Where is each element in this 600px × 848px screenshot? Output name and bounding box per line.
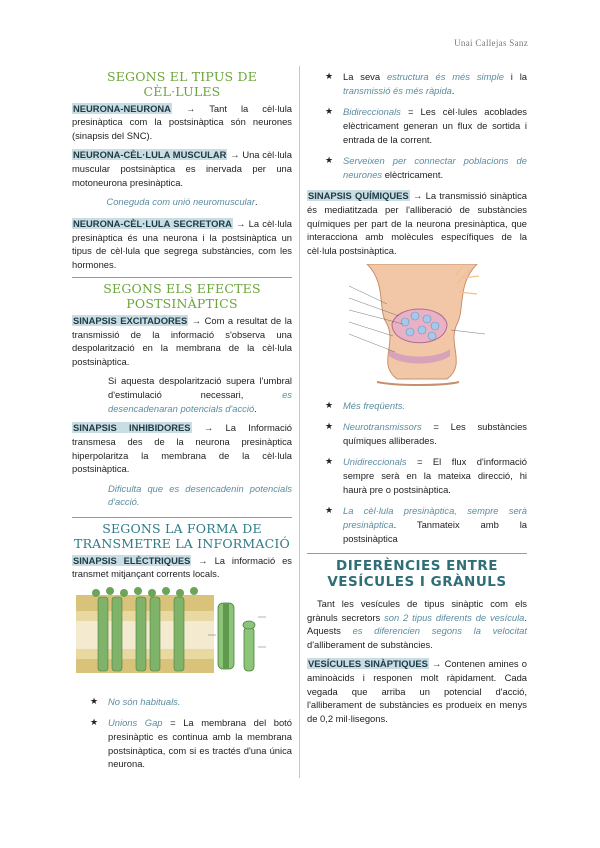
electrical-synapse-list	[72, 695, 292, 771]
indent-italic: es desencadenaran potencials d'acció	[108, 389, 292, 414]
note-end: .	[254, 196, 258, 208]
gap-junction-illustration	[76, 587, 272, 687]
term-label: NEURONA-CÈL·LULA SECRETORA	[73, 217, 232, 229]
text: .	[451, 84, 455, 96]
list-item	[307, 154, 527, 181]
column-divider	[299, 66, 300, 778]
list-item	[72, 695, 292, 709]
text-italic: transmissió és més ràpida	[343, 84, 452, 96]
star-icon: ★	[325, 399, 334, 410]
paragraph-neuron-secretory	[72, 217, 292, 272]
section-rule	[72, 517, 292, 518]
paragraph-neuron-muscle	[72, 148, 292, 189]
star-icon: ★	[325, 421, 334, 432]
paragraph-vesicles-intro	[307, 597, 527, 652]
list-item	[307, 399, 527, 413]
text: i la	[503, 71, 527, 82]
star-icon: ★	[325, 155, 334, 166]
section-title-vesicles-granules: DIFERÈNCIES ENTRE VESÍCULES I GRÀNULS	[327, 558, 507, 591]
indent-text: Si aquesta despolarització supera l'umbral d'estimulació necessari,	[108, 375, 292, 400]
term-text: → Contenen amines o aminoàcids i responen molt ràpidament. Cada vegada que arriba un potencial d'acció, l'alliberament de substàncies es produeix en menys de 0,2 mil·lisegons.	[307, 658, 527, 724]
text: = Les substàncies químiques alliberades.	[343, 421, 527, 446]
list-item-text: = La membrana del botó presinàptic es continua amb la membrana postsinàptica, com si es tractés d'una única neurona.	[108, 717, 292, 770]
text: d'alliberament de substàncies.	[307, 638, 433, 650]
paragraph-excitatory	[72, 314, 292, 369]
term-text: → La informació es transmet mitjançant corrents locals.	[72, 554, 292, 580]
paragraph-electrical	[72, 554, 292, 581]
term-label: VESÍCULES SINÀPTIQUES	[308, 658, 428, 670]
indent-end: .	[254, 402, 257, 414]
text: . Tanmateix amb la postsinàptica	[343, 518, 527, 544]
term-label: SINAPSIS ELÈCTRIQUES	[73, 554, 191, 566]
note-inhibitory: Dificulta que es desencadenin potencials d'acció.	[108, 482, 292, 508]
text-italic: Neurotransmissors	[343, 421, 422, 433]
term-label: SINAPSIS EXCITADORES	[73, 314, 188, 326]
chemical-synapse-illustration	[347, 264, 487, 389]
term-label: SINAPSIS QUÍMIQUES	[308, 190, 409, 202]
left-column	[72, 70, 292, 779]
paragraph-synaptic-vesicles	[307, 657, 527, 725]
term-label: NEURONA-NEURONA	[73, 102, 171, 114]
list-item	[307, 420, 527, 447]
list-item	[307, 105, 527, 146]
section-title-cell-types: SEGONS EL TIPUS DE CÈL·LULES	[106, 69, 258, 99]
text: elèctricament.	[382, 168, 444, 180]
author-name: Unai Callejas Sanz	[454, 38, 528, 48]
electrical-features-list	[307, 70, 527, 181]
chemical-synapse-list	[307, 399, 527, 546]
term-text: → La cèl·lula presinàptica és una neurona i la postsinàptica un tipus de cèl·lula que segrega substàncies, com les hormones.	[72, 217, 292, 270]
star-icon: ★	[325, 456, 334, 467]
list-item	[72, 716, 292, 771]
paragraph-neuron-neuron	[72, 102, 292, 143]
star-icon: ★	[325, 71, 334, 81]
text-italic: Serveixen per connectar poblacions de neurones	[343, 155, 527, 180]
text-italic: Bidireccionals	[343, 106, 401, 118]
star-icon: ★	[90, 717, 99, 728]
text-italic: son 2 tipus diferents de vesícula	[384, 611, 525, 623]
list-item-text: No són habituals.	[108, 695, 181, 707]
list-item	[307, 504, 527, 545]
term-text: → Tant la cèl·lula presinàptica com la postsinàptica són neurones (sinapsis del SNC).	[72, 102, 292, 141]
section-rule	[72, 277, 292, 278]
paragraph-chemical	[307, 189, 527, 257]
text-italic: es diferencien segons la velocitat	[352, 625, 527, 637]
term-label: SINAPSIS INHIBIDORES	[73, 422, 191, 434]
paragraph-inhibitory	[72, 421, 292, 476]
term-text: → La transmissió sinàptica és mediatitzada per l'alliberació de substàncies químiques per part de la neurona presinàptica, que interacciona amb molècules específiques de la cèl·lula postsinàptica.	[307, 190, 527, 256]
text: = Les cèl·lules acoblades elèctricament generan un flux de sortida i entrada de la corrent.	[343, 106, 527, 145]
right-column	[307, 70, 527, 732]
text: . Aquests	[307, 611, 528, 637]
text: Tant les vesícules de tipus sinàptic com els grànuls secretors	[307, 597, 527, 623]
term-text: → La Informació transmesa des de la neurona presinàptica hiperpolaritza la membrana de la cèl·lula postsinàptica.	[72, 422, 292, 475]
term-text: → Com a resultat de la transmissió de la informació s'observa una despolarització en la membrana de la cèl·lula postsinàptica.	[72, 314, 292, 367]
list-item-term: Unions Gap	[108, 717, 163, 729]
text: La seva	[343, 71, 387, 82]
note-neuromuscular	[72, 195, 292, 209]
star-icon: ★	[325, 505, 334, 516]
star-icon: ★	[325, 106, 334, 117]
section-title-postsynaptic-effects: SEGONS ELS EFECTES POSTSINÀPTICS	[103, 281, 261, 312]
text: = El flux d'informació sempre serà en la mateixa direcció, hi haurà pre o postsinàptica.	[343, 456, 527, 495]
section-title-transmission: SEGONS LA FORMA DE TRANSMETRE LA INFORMACIÓ	[74, 521, 290, 551]
text-italic: La cèl·lula presinàptica, sempre serà presinàptica	[343, 505, 527, 530]
term-label: NEURONA-CÈL·LULA MUSCULAR	[73, 149, 227, 161]
section-rule	[307, 553, 527, 554]
list-item	[307, 70, 527, 97]
list-item	[307, 455, 527, 496]
note-text: Coneguda com unió neuromuscular	[106, 196, 255, 208]
text-italic: Més freqüents.	[343, 399, 406, 411]
term-text: → Una cèl·lula muscular postsinàptica es inervada per una motoneurona presinàptica.	[72, 149, 292, 188]
indent-depolarization	[72, 374, 292, 415]
text-italic: estructura és més simple	[386, 71, 504, 82]
text-italic: Unidireccionals	[343, 456, 407, 468]
star-icon: ★	[90, 695, 99, 706]
